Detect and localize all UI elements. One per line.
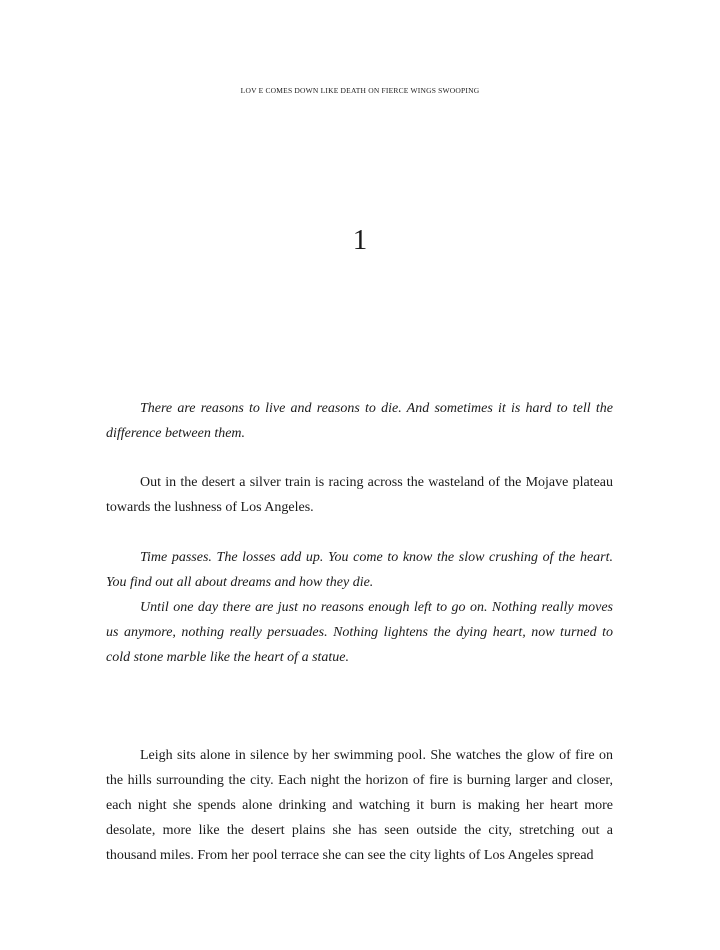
paragraph-text: Time passes. The losses add up. You come to know the slow crushing of the heart. You find out all about dreams and how they die. (106, 550, 613, 590)
paragraph-text: Leigh sits alone in silence by her swimming pool. She watches the glow of fire on the hills surrounding the city. Each night the horizon of fire is burning larger and closer, each night she spends alone drinking and watching it burn is making her heart more desolate, more like the desert plains she has seen outside the city, stretching out a thousand miles. From her pool terrace she can see the city lights of Los Angeles spread (106, 748, 613, 863)
narrative-paragraph-2 (106, 743, 613, 868)
epigraph-paragraph-group (106, 545, 613, 670)
paragraph-text: Until one day there are just no reasons enough left to go on. Nothing really moves us anymore, nothing really persuades. Nothing lightens the dying heart, now turned to cold stone marble like the heart of a statue. (106, 600, 613, 665)
paragraph-text: Out in the desert a silver train is racing across the wasteland of the Mojave plateau towards the lushness of Los Angeles. (106, 475, 613, 515)
chapter-number: 1 (352, 224, 368, 256)
epigraph-paragraph-1 (106, 396, 613, 446)
narrative-paragraph-1 (106, 470, 613, 520)
running-head: LOV E COMES DOWN LIKE DEATH ON FIERCE WINGS SWOOPING (240, 86, 480, 95)
paragraph-text: There are reasons to live and reasons to die. And sometimes it is hard to tell the difference between them. (106, 401, 613, 441)
